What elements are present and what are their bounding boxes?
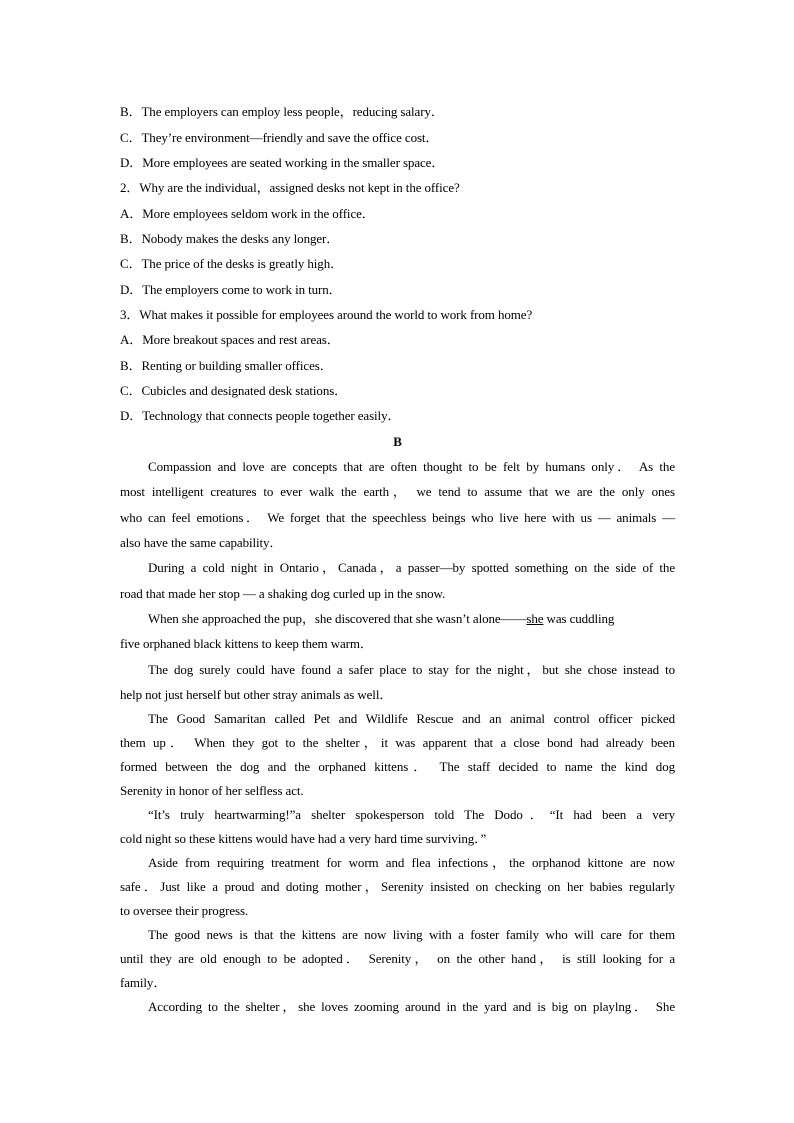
paragraph-line: During a cold night in Ontario，Canada，a passer—by spotted something on the side of the xyxy=(148,560,675,575)
q2-option-b: B．Nobody makes the desks any longer． xyxy=(120,231,340,246)
paragraph-line: Serenity in honor of her selfless act. xyxy=(120,783,304,798)
q3-option-d: D．Technology that connects people together easily． xyxy=(120,408,401,423)
paragraph-line: “It’s truly heartwarming!”a shelter spokesperson told The Dodo．“It had been a very xyxy=(148,807,675,822)
paragraph-line xyxy=(148,611,675,627)
paragraph-line: to oversee their progress. xyxy=(120,903,249,918)
paragraph-line: family． xyxy=(120,975,167,990)
text-span: was cuddling xyxy=(543,611,615,626)
paragraph-line: cold night so these kittens would have had a very hard time surviving．” xyxy=(120,831,487,846)
paragraph-line: five orphaned black kittens to keep them warm． xyxy=(120,636,373,651)
underlined-word: she xyxy=(526,611,544,626)
paragraph-line: safe．Just like a proud and doting mother，Serenity insisted on checking on her babies regularly xyxy=(120,879,675,894)
q2-option-a: A．More employees seldom work in the office． xyxy=(120,206,375,221)
paragraph-line: help not just herself but other stray animals as well． xyxy=(120,687,393,702)
q3-option-c: C．Cubicles and designated desk stations． xyxy=(120,383,348,398)
paragraph-line: also have the same capability． xyxy=(120,535,283,550)
passage-heading: B xyxy=(393,434,402,449)
q3-option-b: B．Renting or building smaller offices． xyxy=(120,358,333,373)
paragraph-line: The dog surely could have found a safer place to stay for the night，but she chose instead to xyxy=(148,662,675,677)
q3-option-a: A．More breakout spaces and rest areas． xyxy=(120,332,340,347)
text-span: When she approached the pup，she discovered that she wasn’t alone—— xyxy=(148,611,527,626)
paragraph-line: According to the shelter，she loves zooming around in the yard and is big on playlng． She xyxy=(148,999,675,1014)
q2-stem: 2．Why are the individual，assigned desks not kept in the office? xyxy=(120,180,460,195)
paragraph-line: Compassion and love are concepts that are often thought to be felt by humans only． As the xyxy=(148,459,675,474)
paragraph-line: The Good Samaritan called Pet and Wildlife Rescue and an animal control officer picked xyxy=(148,711,675,726)
q2-option-d: D．The employers come to work in turn． xyxy=(120,282,342,297)
paragraph-line: Aside from requiring treatment for worm and flea infections，the orphanod kittone are now xyxy=(148,855,675,870)
paragraph-line: who can feel emotions． We forget that the speechless beings who live here with us — animals — xyxy=(120,510,675,525)
paragraph-line: road that made her stop — a shaking dog curled up in the snow. xyxy=(120,586,446,601)
q1-option-c: C．They’re environment—friendly and save the office cost． xyxy=(120,130,439,145)
paragraph-line: until they are old enough to be adopted． Serenity， on the other hand， is still looking for a xyxy=(120,951,675,966)
paragraph-line: formed between the dog and the orphaned kittens． The staff decided to name the kind dog xyxy=(120,759,675,774)
q3-stem: 3．What makes it possible for employees around the world to work from home? xyxy=(120,307,533,322)
q1-option-d: D．More employees are seated working in the smaller space． xyxy=(120,155,445,170)
paragraph-line: them up． When they got to the shelter，it was apparent that a close bond had already been xyxy=(120,735,675,750)
q2-option-c: C．The price of the desks is greatly high． xyxy=(120,256,343,271)
paragraph-line: The good news is that the kittens are now living with a foster family who will care for them xyxy=(148,927,675,942)
q1-option-b: B．The employers can employ less people，reducing salary． xyxy=(120,104,444,119)
paragraph-line: most intelligent creatures to ever walk the earth， we tend to assume that we are the only ones xyxy=(120,484,675,499)
